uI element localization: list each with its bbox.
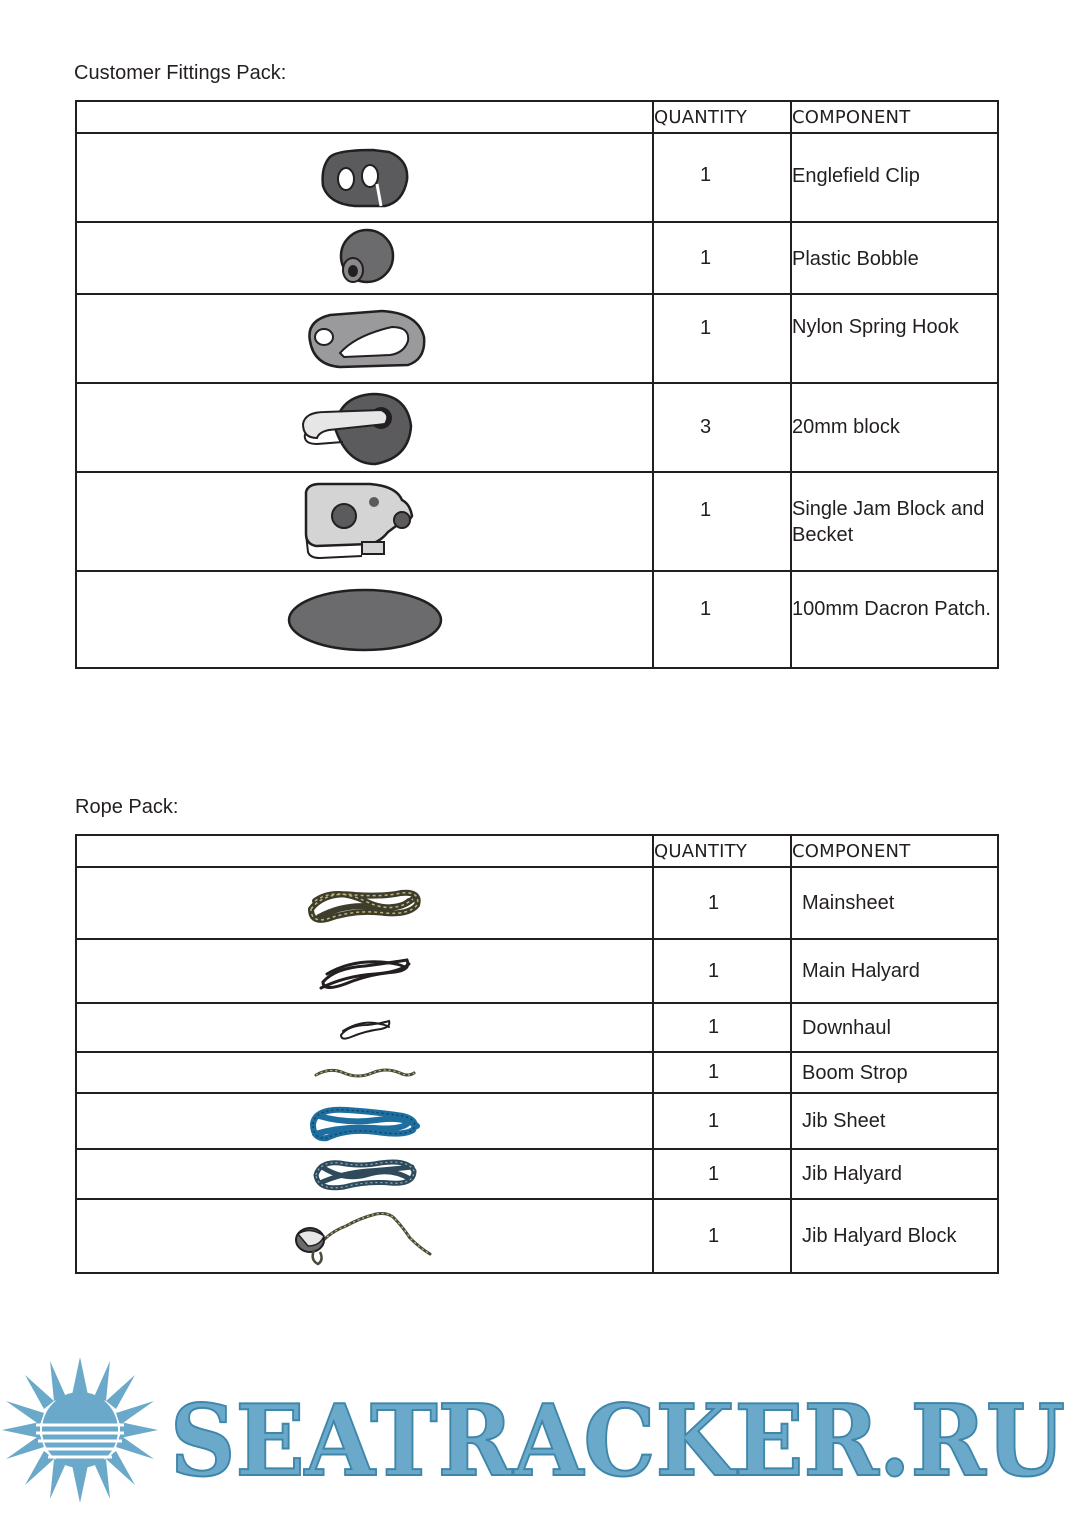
- table-row: [76, 1149, 998, 1199]
- component-cell: Mainsheet: [791, 867, 998, 939]
- table-header-row: [76, 101, 998, 133]
- quantity-cell: 1: [653, 571, 791, 668]
- component-cell: Englefield Clip: [791, 133, 998, 222]
- table-row: [76, 472, 998, 571]
- table-row: [76, 294, 998, 383]
- quantity-cell: 1: [653, 1199, 791, 1273]
- component-cell: 20mm block: [791, 383, 998, 472]
- table-row: [76, 133, 998, 222]
- jib-sheet-rope-icon: [307, 1098, 423, 1144]
- main-halyard-rope-icon: [315, 948, 415, 994]
- plastic-bobble-icon: [333, 226, 397, 290]
- jib-halyard-block-icon: [290, 1204, 440, 1268]
- quantity-cell: 1: [653, 133, 791, 222]
- boom-strop-rope-icon: [312, 1063, 418, 1083]
- quantity-cell: 1: [653, 939, 791, 1003]
- table-row: [76, 1093, 998, 1149]
- table-header-row: [76, 835, 998, 867]
- component-cell: Jib Sheet: [791, 1093, 998, 1149]
- component-cell: Jib Halyard: [791, 1149, 998, 1199]
- downhaul-rope-icon: [335, 1013, 395, 1043]
- component-cell: Downhaul: [791, 1003, 998, 1052]
- sun-logo-icon: [2, 1357, 158, 1503]
- nylon-spring-hook-icon: [300, 307, 430, 371]
- dacron-patch-icon: [285, 587, 445, 653]
- image-header: [76, 101, 653, 133]
- component-cell: Nylon Spring Hook: [791, 294, 998, 383]
- table-row: [76, 1199, 998, 1273]
- quantity-cell: 1: [653, 222, 791, 294]
- quantity-header: QUANTITY: [653, 101, 791, 133]
- jib-halyard-rope-icon: [310, 1153, 420, 1195]
- fittings-title: Customer Fittings Pack:: [74, 62, 287, 84]
- quantity-cell: 1: [653, 1052, 791, 1093]
- quantity-cell: 1: [653, 472, 791, 571]
- image-header: [76, 835, 653, 867]
- ropes-table: [75, 834, 999, 1274]
- table-row: [76, 867, 998, 939]
- quantity-cell: 1: [653, 867, 791, 939]
- table-row: [76, 1052, 998, 1093]
- component-header: COMPONENT: [791, 101, 998, 133]
- quantity-cell: 1: [653, 1093, 791, 1149]
- jam-block-icon: [300, 482, 430, 562]
- mainsheet-rope-icon: [305, 879, 425, 927]
- table-row: [76, 222, 998, 294]
- watermark-text: SEATRACKER.RU: [170, 1384, 1065, 1499]
- fittings-table: [75, 100, 999, 669]
- component-cell: Single Jam Block and Becket: [791, 472, 998, 571]
- quantity-header: QUANTITY: [653, 835, 791, 867]
- component-cell: Main Halyard: [791, 939, 998, 1003]
- quantity-cell: 1: [653, 1149, 791, 1199]
- table-row: [76, 383, 998, 472]
- component-cell: 100mm Dacron Patch.: [791, 571, 998, 668]
- quantity-cell: 3: [653, 383, 791, 472]
- quantity-cell: 1: [653, 294, 791, 383]
- quantity-cell: 1: [653, 1003, 791, 1052]
- component-cell: Boom Strop: [791, 1052, 998, 1093]
- component-cell: Plastic Bobble: [791, 222, 998, 294]
- block-icon: [295, 388, 435, 468]
- englefield-clip-icon: [315, 146, 415, 210]
- table-row: [76, 1003, 998, 1052]
- ropes-title: Rope Pack:: [75, 796, 179, 818]
- component-cell: Jib Halyard Block: [791, 1199, 998, 1273]
- table-row: [76, 939, 998, 1003]
- seatracker-watermark: [0, 1355, 1080, 1505]
- table-row: [76, 571, 998, 668]
- component-header: COMPONENT: [791, 835, 998, 867]
